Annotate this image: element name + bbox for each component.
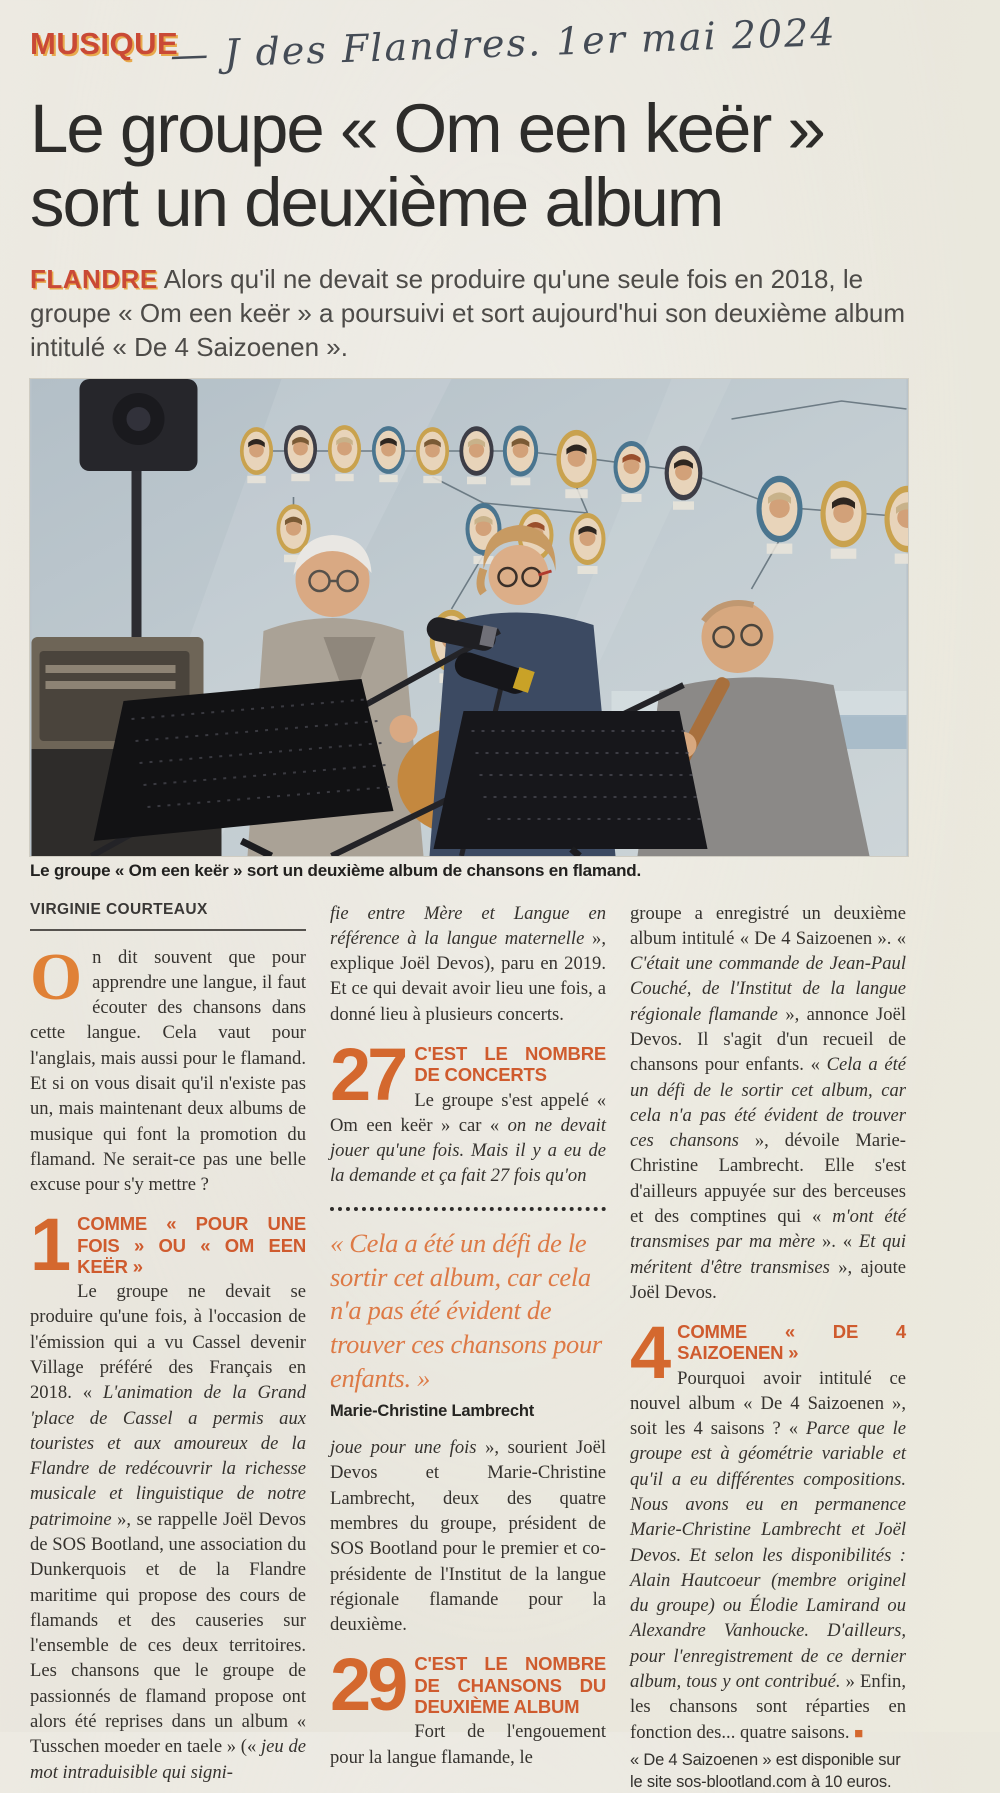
section-numeral: 4	[630, 1311, 668, 1395]
article-photo	[30, 379, 908, 856]
text-run: ». «	[815, 1231, 859, 1253]
text-run: », annonce Joël Devos. Il s'agit d'un recueil de chansons pour enfants. «	[630, 1003, 906, 1076]
numbered-section	[630, 1311, 906, 1745]
text-run: ■	[854, 1725, 864, 1742]
text-run: m'ont été transmises par ma mère	[630, 1205, 906, 1253]
section-heading: COMME « POUR UNE FOIS » OU « OM EEN KEËR »	[77, 1213, 306, 1277]
headline-line-1: Le groupe « Om een keër »	[30, 90, 824, 167]
paragraph-dropcap	[30, 939, 306, 1198]
text-run: fie entre Mère et Langue en référence à la langue maternelle	[330, 902, 606, 949]
text-run: joue pour une fois	[330, 1437, 477, 1459]
text-run: », ajoute Joël Devos.	[630, 1256, 906, 1303]
pull-quote	[330, 1227, 606, 1422]
pull-quote-attribution: Marie-Christine Lambrecht	[330, 1402, 535, 1421]
section-heading: C'EST LE NOMBRE DE CHANSONS DU DEUXIÈME ALBUM	[414, 1653, 606, 1717]
handwritten-annotation: — J des Flandres. 1er mai 2024	[169, 9, 838, 78]
section-paragraph	[30, 1279, 306, 1785]
numbered-section	[330, 1033, 606, 1189]
text-run: Le groupe s'est appelé « Om een keër » car «	[330, 1089, 606, 1136]
text-run: L'animation de la Grand 'place de Cassel a permis aux touristes et aux amoureux de la Flandre de redécouvrir la richesse musicale et linguistique de notre patrimoine	[30, 1382, 306, 1530]
paragraph	[630, 901, 906, 1306]
article-column-1	[30, 901, 306, 1793]
section-kicker: MUSIQUE	[30, 26, 179, 61]
headline-line-2: sort un deuxième album	[30, 163, 723, 241]
photo-caption: Le groupe « Om een keër » sort un deuxième album de chansons en flamand.	[30, 860, 641, 880]
text-run: Cela a été un défi de le sortir cet album, car cela n'a pas été évident de trouver ces chansons	[630, 1054, 907, 1152]
section-heading: COMME « DE 4 SAIZOENEN »	[677, 1321, 906, 1364]
section-paragraph	[630, 1366, 906, 1745]
text-run: Parce que le groupe est à géométrie variable et qu'il a eu différentes compositions. Nous avons eu en permanence Marie-Christine Lambrecht et Joël Devos. Et selon les disponibilités : Alain Hautcoeur (membre originel du groupe) ou Élodie Lamirand ou Alexandre Vanhoucke. D'ailleurs, pour l'enregistrement de ce dernier album, tous y ont contribué.	[630, 1418, 906, 1692]
text-run: Pourquoi avoir intitulé ce nouvel album « De 4 Saizoenen », soit les 4 saisons ? «	[630, 1367, 906, 1440]
section-heading: C'EST LE NOMBRE DE CONCERTS	[414, 1043, 606, 1086]
pull-quote-text: « Cela a été un défi de le sortir cet album, car cela n'a pas été évident de trouver ces chansons pour enfants. »	[330, 1227, 602, 1394]
text-run: » Enfin, les chansons sont réparties en fonction des... quatre saisons.	[630, 1671, 906, 1743]
byline: VIRGINIE COURTEAUX	[30, 901, 306, 931]
article-column-2	[330, 901, 606, 1793]
drop-cap: O	[30, 939, 83, 1014]
dotted-divider	[330, 1207, 606, 1211]
section-paragraph	[330, 1719, 606, 1770]
text-run: on ne devait jouer qu'une fois. Mais il y a eu de la demande et ça fait 27 fois qu'on	[330, 1114, 606, 1187]
text-run: », se rappelle Joël Devos de SOS Bootland, une association du Dunkerquois et de la Flandre maritime qui propose des cours de flamands et des causeries sur l'ensemble de ces deux territoires. Les chansons que le groupe de passionnés de flamand propose ont alors été reprises dans un album « Tusschen moeder en taele » («	[30, 1508, 306, 1758]
text-run: groupe a enregistré un deuxième album intitulé « De 4 Saizoenen ». «	[630, 902, 906, 949]
article-lede	[30, 262, 915, 365]
text-run: Et qui méritent d'être transmises	[630, 1231, 906, 1278]
article-body	[30, 901, 958, 1793]
lede-flag: FLANDRE	[30, 263, 158, 294]
text-run: », dévoile Marie-Christine Lambrecht. Elle s'est d'ailleurs appuyée sur des berceuses et des comptines qui «	[630, 1130, 906, 1227]
text-run: jeu de mot intraduisible qui signi-	[30, 1736, 306, 1783]
article-column-3	[630, 901, 906, 1793]
paragraph	[330, 1435, 606, 1637]
numbered-section	[330, 1643, 606, 1769]
section-numeral: 29	[330, 1643, 405, 1727]
article-headline	[30, 92, 958, 240]
text-run: C'était une commande de Jean-Paul Couché, de l'Institut de la langue régionale flamande	[630, 953, 906, 1025]
lede-text: Alors qu'il ne devait se produire qu'une seule fois en 2018, le groupe « Om een keër » a poursuivi et sort aujourd'hui son deuxième album intitulé « De 4 Saizoenen ».	[30, 263, 906, 363]
section-numeral: 27	[330, 1033, 405, 1116]
band-photo-illustration	[30, 379, 908, 856]
text-run: », explique Joël Devos), paru en 2019. Et ce qui devait avoir lieu une fois, a donné lieu à plusieurs concerts.	[330, 927, 607, 1025]
paragraph	[330, 901, 606, 1027]
text-run: n dit souvent que pour apprendre une langue, il faut écouter des chansons dans cette langue. Cela vaut pour l'anglais, mais aussi pour le flamand. Et si on vous disait qu'il n'existe pas un, mais maintenant deux albums de musique qui font la promotion du flamand. Ne serait-ce pas une belle excuse pour s'y mettre ?	[30, 946, 306, 1196]
text-run: Le groupe ne devait se produire qu'une fois, à l'occasion de l'émission qui a vu Cassel devenir Village préféré des Français en 2018. «	[30, 1281, 306, 1404]
numbered-section	[30, 1203, 306, 1784]
text-run: », sourient Joël Devos et Marie-Christine Lambrecht, deux des quatre membres du groupe, président de SOS Bootland pour le premier et co-présidente de l'Institut de la langue régionale flamande pour la deuxième.	[330, 1437, 607, 1636]
section-numeral: 1	[30, 1203, 68, 1287]
availability-note: « De 4 Saizoenen » est disponible sur le site sos-blootland.com à 10 euros.	[630, 1750, 901, 1792]
text-run: Fort de l'engouement pour la langue flamande, le	[330, 1721, 606, 1768]
